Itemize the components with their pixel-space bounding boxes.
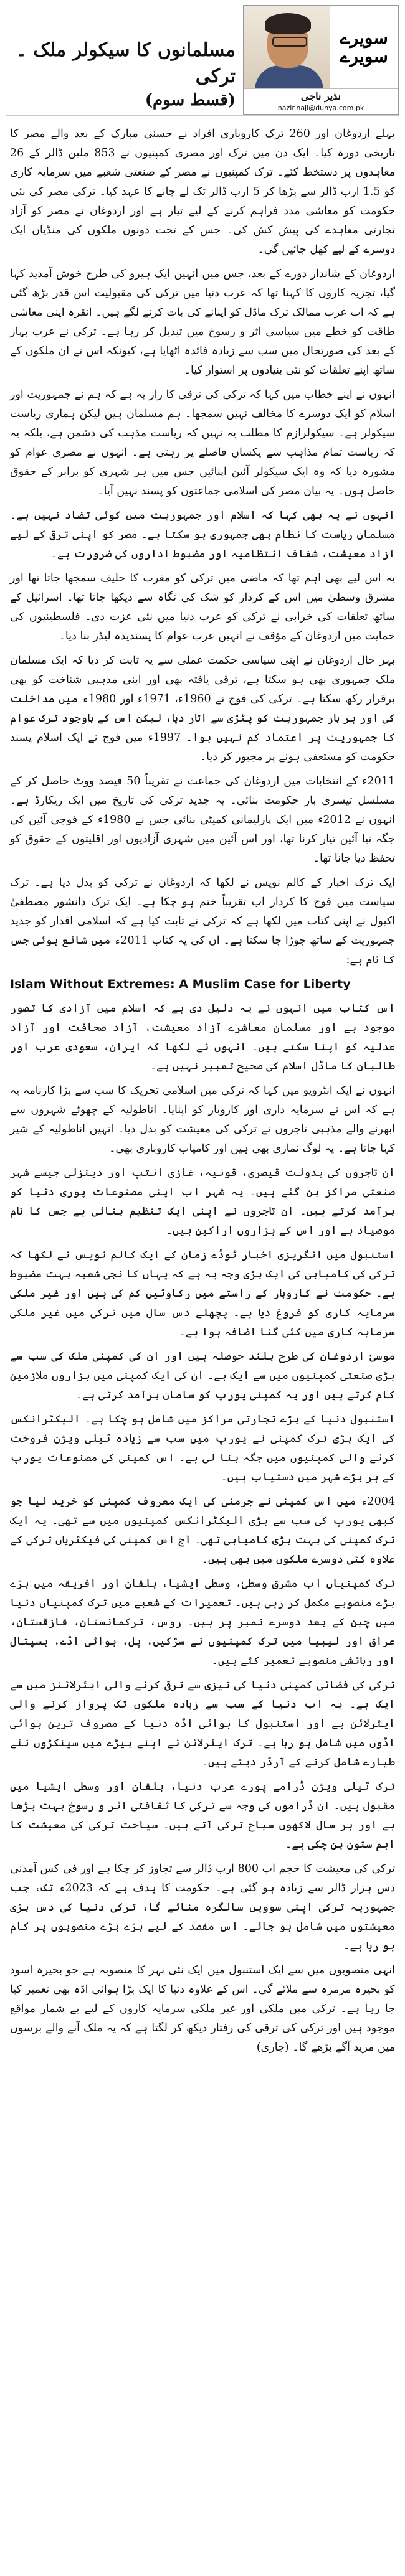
author-name: نذیر ناجی [244, 88, 398, 103]
article-paragraph: ترکی کی فضائی کمپنی دنیا کی تیزی سے ترقی کرنے والی ایئرلائنز میں سے ایک ہے۔ یہ اب دنیا کے سب سے زیادہ ملکوں تک پرواز کرنے والی ایئرلائن ہے اور استنبول کا ہوائی اڈہ دنیا کے مصروف ترین ہوائی اڈوں میں شامل ہو رہا ہے۔ ترک ایئرلائن نے اپنے بیڑے میں سینکڑوں نئے طیارے شامل کرنے کے آرڈر دیئے ہیں۔ [10, 1679, 395, 1769]
column-logo [330, 6, 398, 88]
column-header [6, 5, 399, 116]
article-paragraph: پہلے اردوغان اور 260 ترک کاروباری افراد نے حسنی مبارک کے بعد والے مصر کا تاریخی دورہ کیا۔ ایک دن میں ترک اور مصری کمپنیوں نے 853 ملین ڈالر کے 26 معاہدوں پر دستخط کئے۔ ترک کمپنیوں نے مصر کے صنعتی شعبے میں سرمایہ کاری کو 1.5 ارب ڈالر سے بڑھا کر 5 ارب ڈالر تک لے جانے کا عہد کیا۔ ترکی مصر کی نئی حکومت کو معاشی مدد فراہم کرنے کے لیے تیار ہے اور اردوغان نے مصر کو آزاد تجارتی معاہدے کی پیش کش کی۔ جس کے تحت دونوں ملکوں کی منڈیاں ایک دوسرے کے لیے کھل جائیں گی۔ [10, 128, 395, 256]
headline: مسلمانوں کا سیکولر ملک ۔ ترکی [16, 39, 236, 87]
author-box [243, 5, 399, 115]
column-logo-line1: سویرے [340, 27, 388, 49]
article-paragraph: استنبول میں انگریزی اخبار ٹوڈے زمان کے ایک کالم نویس نے لکھا کہ ترکی کی کامیابی کی ایک بڑی وجہ یہ ہے کہ یہاں کا نجی شعبہ بہت مضبوط ہے۔ حکومت نے کاروبار کے راستے میں رکاوٹیں کم کی ہیں اور غیر ملکی سرمایہ کاری کو فروغ دیا ہے۔ پچھلے دس سال میں ترکی میں غیر ملکی سرمایہ کاری میں کئی گنا اضافہ ہوا ہے۔ [10, 1249, 395, 1338]
article-paragraph: انہوں نے ایک انٹرویو میں کہا کہ ترکی میں اسلامی تحریک کا سب سے بڑا کارنامہ یہ ہے کہ اس نے سرمایہ داری اور کاروبار کو اپنایا۔ اناطولیہ کے چھوٹے شہروں سے ابھرنے والے مذہبی تاجروں نے ترکی کی معیشت کو بدل دیا۔ انہیں اناطولیہ کے شیر کہا جاتا ہے۔ یہ لوگ نمازی بھی ہیں اور کامیاب کاروباری بھی۔ [10, 1084, 395, 1155]
article-paragraph: بہر حال اردوغان نے اپنی سیاسی حکمت عملی سے یہ ثابت کر دیا کہ ایک مسلمان ملک جمہوری بھی ہو سکتا ہے، ترقی یافتہ بھی اور اپنی مذہبی شناخت کو بھی برقرار رکھ سکتا ہے۔ ترکی کی فوج نے 1960ء، 1971ء اور 1980ء میں مداخلت کی اور ہر بار جمہوریت کو پٹڑی سے اتار دیا، لیکن اس کے باوجود ترک عوام کا جمہوریت پر اعتماد کم نہیں ہوا۔ 1997ء میں فوج نے ایک اسلام پسند حکومت کو مستعفی ہونے پر مجبور کر دیا۔ [10, 654, 396, 763]
author-photo [244, 6, 330, 88]
article-paragraph: انہوں نے اپنے خطاب میں کہا کہ ترکی کی ترقی کا راز یہ ہے کہ ہم نے جمہوریت اور اسلام کو ایک دوسرے کا مخالف نہیں سمجھا۔ ہم مسلمان ہیں لیکن ہماری ریاست سیکولر ہے۔ سیکولرازم کا مطلب یہ نہیں کہ ریاست مذہب کی دشمن ہے، بلکہ یہ کہ ریاست تمام مذاہب سے یکساں فاصلے پر رہتی ہے۔ انہوں نے مصری عوام کو مشورہ دیا کہ وہ ایک سیکولر آئین اپنائیں جس میں ہر شہری کو برابر کے حقوق حاصل ہوں۔ یہ بیان مصر کی اسلامی جماعتوں کو پسند نہیں آیا۔ [10, 388, 395, 497]
author-photo-body [255, 65, 323, 88]
author-photo-hair [265, 13, 311, 34]
column-logo-line2: سویرے [340, 45, 388, 67]
article-paragraph: ایک ترک اخبار کے کالم نویس نے لکھا کہ اردوغان نے ترکی کو بدل دیا ہے۔ ترک سیاست میں فوج کا کردار اب تقریباً ختم ہو چکا ہے۔ ایک ترک دانشور مصطفیٰ اکیول نے اپنی کتاب میں لکھا ہے کہ ترکی نے ثابت کیا ہے کہ اسلامی اقدار کو جدید جمہوریت کے ساتھ جوڑا جا سکتا ہے۔ ان کی یہ کتاب 2011ء میں شائع ہوئی جس کا نام ہے: [10, 877, 395, 966]
book-title: Islam Without Extremes: A Muslim Case for Liberty [10, 977, 351, 991]
article-paragraph: 2004ء میں اس کمپنی نے جرمنی کی ایک معروف کمپنی کو خرید لیا جو کبھی یورپ کی سب سے بڑی الیکٹرانکس کمپنیوں میں سے تھی۔ یہ ایک ترک کمپنی کی بہت بڑی کامیابی تھی۔ آج اس کمپنی کی فیکٹریاں ترکی کے علاوہ کئی دوسرے ملکوں میں بھی ہیں۔ [10, 1495, 395, 1566]
article-paragraph: یہ اس لیے بھی اہم تھا کہ ماضی میں ترکی کو مغرب کا حلیف سمجھا جاتا تھا اور مشرق وسطیٰ میں اس کے کردار کو شک کی نگاہ سے دیکھا جاتا تھا۔ اسرائیل کے ساتھ تعلقات کی خرابی نے ترکی کو عرب دنیا میں نئی عزت دی۔ فلسطینیوں کی حمایت میں اردوغان کے مؤقف نے انہیں عرب عوام کا پسندیدہ لیڈر بنا دیا۔ [10, 572, 395, 642]
article-paragraph: ترک کمپنیاں اب مشرق وسطیٰ، وسطی ایشیا، بلقان اور افریقہ میں بڑے بڑے منصوبے مکمل کر رہی ہیں۔ تعمیرات کے شعبے میں ترک کمپنیاں دنیا میں چین کے بعد دوسرے نمبر پر ہیں۔ روس، ترکمانستان، قازقستان، عراق اور لیبیا میں ترک کمپنیوں نے سڑکیں، پل، ہوائی اڈے، ہسپتال اور رہائشی منصوبے تعمیر کئے ہیں۔ [10, 1577, 395, 1667]
article-paragraph: استنبول دنیا کے بڑے تجارتی مراکز میں شامل ہو چکا ہے۔ الیکٹرانکس کی ایک بڑی ترک کمپنی نے یورپ میں سب سے زیادہ ٹیلی ویژن فروخت کرنے والی کمپنیوں میں جگہ بنا لی ہے۔ اس کمپنی کی مصنوعات یورپ کے ہر بڑے شہر میں دستیاب ہیں۔ [10, 1413, 395, 1483]
article-body [6, 116, 399, 2062]
author-photo-glasses [272, 37, 307, 47]
author-top [244, 6, 398, 88]
article-paragraph: اس کتاب میں انہوں نے یہ دلیل دی ہے کہ اسلام میں آزادی کا تصور موجود ہے اور مسلمان معاشرے آزاد معیشت، آزاد صحافت اور آزاد عدلیہ کو اپنا سکتے ہیں۔ انہوں نے لکھا کہ ایران، سعودی عرب اور طالبان کا ماڈل اسلام کی صحیح تعبیر نہیں ہے۔ [10, 1002, 395, 1073]
article-paragraph: انہوں نے یہ بھی کہا کہ اسلام اور جمہوریت میں کوئی تضاد نہیں ہے۔ مسلمان ریاست کا نظام بھی جمہوری ہو سکتا ہے۔ مصر کو اپنی ترقی کے لیے آزاد معیشت، شفاف انتظامیہ اور مضبوط اداروں کی ضرورت ہے۔ [10, 509, 395, 560]
author-email: nazir.naji@dunya.com.pk [277, 104, 364, 112]
article-paragraph: موسیٰ اردوغان کی طرح بلند حوصلہ ہیں اور ان کی کمپنی ملک کی سب سے بڑی صنعتی کمپنیوں میں سے ایک ہے۔ ان کی ایک کمپنی میں ہزاروں ملازمین کام کرتے ہیں اور یہ کمپنی یورپ کو سامان برآمد کرتی ہے۔ [10, 1350, 395, 1401]
article-paragraph: اردوغان کے شاندار دورے کے بعد، جس میں انہیں ایک ہیرو کی طرح خوش آمدید کہا گیا، تجزیہ کاروں کا کہنا تھا کہ عرب دنیا میں ترکی کی مقبولیت اس قدر بڑھ گئی ہے کہ اب عرب ممالک ترک ماڈل کو اپنانے کی بات کرنے لگے ہیں۔ انقرہ اپنی معاشی طاقت کو خطے میں سیاسی اثر و رسوخ میں تبدیل کر رہا ہے۔ ترکی نے عرب بہار کے بعد کی صورتحال میں سب سے زیادہ فائدہ اٹھایا ہے، کیونکہ اس نے ان ملکوں کے ساتھ اپنے تعلقات کو نئی بنیادوں پر استوار کیا۔ [10, 268, 395, 377]
article-paragraph: انہی منصوبوں میں سے ایک استنبول میں ایک نئی نہر کا منصوبہ ہے جو بحیرہ اسود کو بحیرہ مرمرہ سے ملائے گی۔ اس کے علاوہ دنیا کا ایک بڑا ہوائی اڈہ بھی تعمیر کیا جا رہا ہے۔ ترکی میں ملکی اور غیر ملکی سرمایہ کاروں کے لیے بے شمار مواقع موجود ہیں اور ترکی کی ترقی کی رفتار دیکھ کر لگتا ہے کہ یہ ملک آنے والے برسوں میں مزید آگے بڑھے گا۔ (جاری) [10, 1964, 395, 2054]
article-paragraph: ترک ٹیلی ویژن ڈرامے پورے عرب دنیا، بلقان اور وسطی ایشیا میں مقبول ہیں۔ ان ڈراموں کی وجہ سے ترکی کا ثقافتی اثر و رسوخ بہت بڑھا ہے اور ہر سال لاکھوں سیاح ترکی آتے ہیں۔ سیاحت ترکی کی معیشت کا اہم ستون بن چکی ہے۔ [10, 1780, 395, 1851]
article-paragraph: ان تاجروں کی بدولت قیصری، قونیہ، غازی انتپ اور دینزلی جیسے شہر صنعتی مراکز بن گئے ہیں۔ یہ شہر اب اپنی مصنوعات پوری دنیا کو برآمد کرتے ہیں۔ ان تاجروں نے اپنی ایک تنظیم بنائی ہے جس کا نام موصیاد ہے اور اس کے ہزاروں اراکین ہیں۔ [10, 1167, 395, 1237]
article-paragraph: ترکی کی معیشت کا حجم اب 800 ارب ڈالر سے تجاوز کر چکا ہے اور فی کس آمدنی دس ہزار ڈالر سے زیادہ ہو گئی ہے۔ حکومت کا ہدف ہے کہ 2023ء تک، جب جمہوریہ ترکی اپنی سوویں سالگرہ منائے گا، ترکی دنیا کی دس بڑی معیشتوں میں شامل ہو جائے۔ اس مقصد کے لیے بڑے بڑے منصوبوں پر کام ہو رہا ہے۔ [10, 1863, 395, 1952]
installment-label: (قسط سوم) [145, 91, 236, 110]
headline-box [6, 5, 243, 115]
article-paragraph: 2011ء کے انتخابات میں اردوغان کی جماعت نے تقریباً 50 فیصد ووٹ حاصل کر کے مسلسل تیسری بار حکومت بنائی۔ یہ جدید ترکی کی تاریخ میں ایک ریکارڈ ہے۔ انہوں نے 2012ء میں ایک پارلیمانی کمیٹی بنائی جس نے 1980ء کے فوجی آئین کی جگہ نیا آئین تیار کرنا تھا، اور اس آئین میں شہری آزادیوں اور اقلیتوں کے حقوق کو تحفظ دیا جانا تھا۔ [10, 775, 395, 865]
